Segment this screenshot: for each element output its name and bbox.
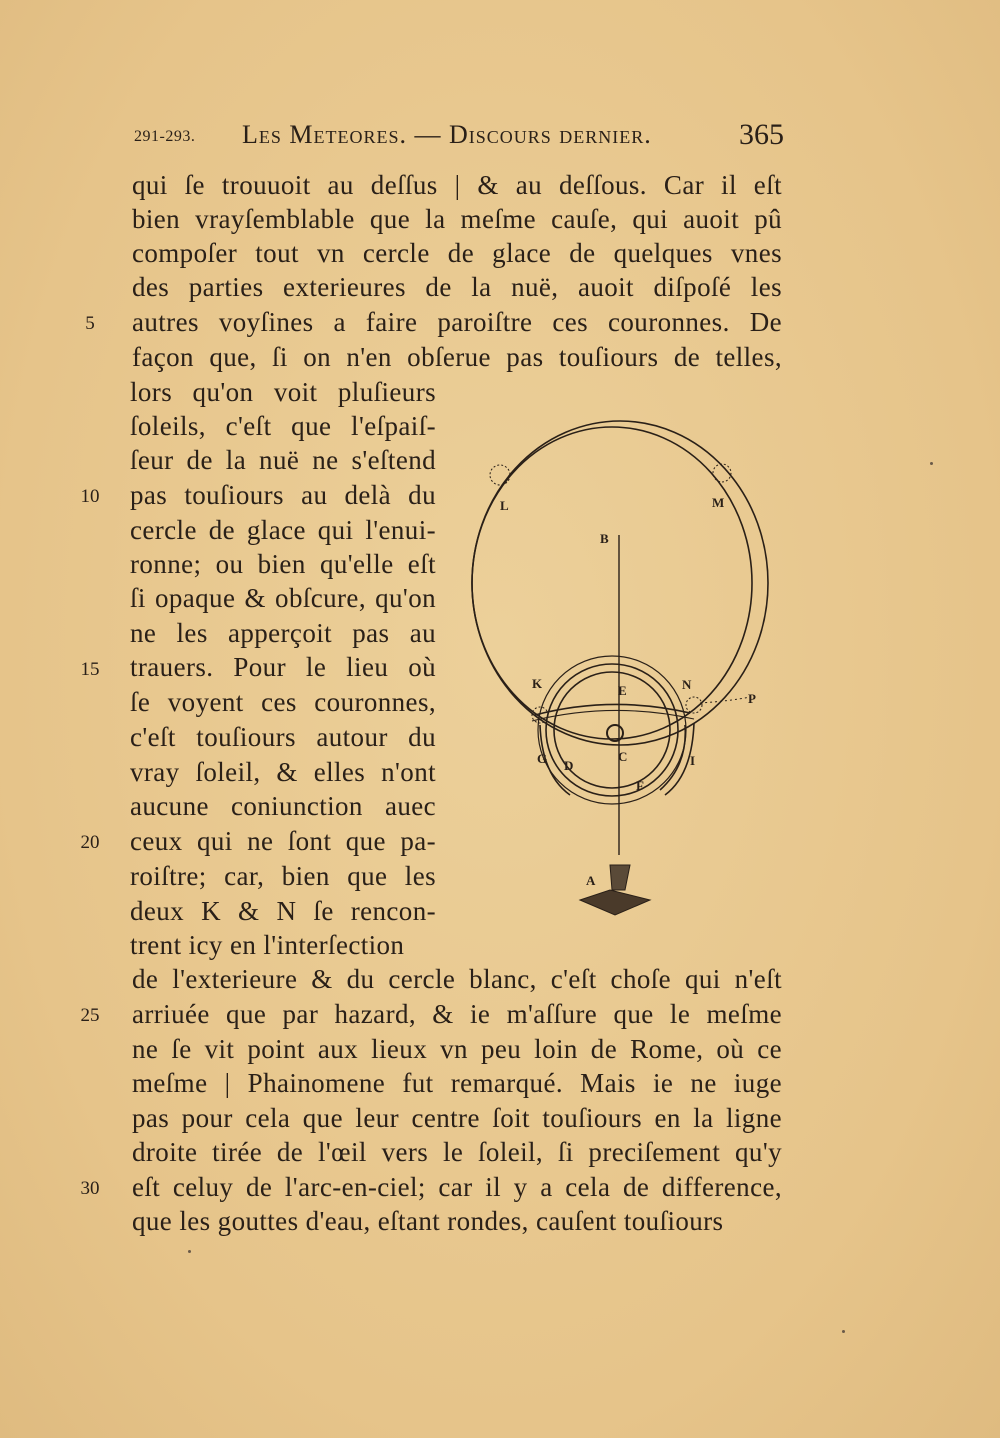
text-line: qui ſe trouuoit au deſſus | & au deſſous. Car il eſt xyxy=(132,170,782,200)
label-g: G xyxy=(537,751,548,766)
parhelia-diagram xyxy=(460,395,800,935)
text-line: pas touſiours au delà du xyxy=(130,480,436,510)
label-a: A xyxy=(586,873,596,888)
label-l: L xyxy=(500,498,509,513)
text-line: trent icy en l'interſection xyxy=(130,930,405,960)
text-line: autres voyſines a faire paroiſtre ces couronnes. De xyxy=(132,307,782,337)
text-line: meſme | Phainomene fut remarqué. Mais ie ne iuge xyxy=(132,1068,782,1098)
label-f: F xyxy=(636,778,644,793)
text-line: ne ſe vit point aux lieux vn peu loin de Rome, où ce xyxy=(132,1034,782,1064)
text-line: façon que, ſi on n'en obſerue pas touſiours de telles, xyxy=(132,342,782,372)
label-c: C xyxy=(618,749,628,764)
text-line: eſt celuy de l'arc-en-ciel; car il y a cela de difference, xyxy=(132,1172,782,1202)
text-line: aucune coniunction auec xyxy=(130,791,436,821)
line-number: 30 xyxy=(80,1178,100,1199)
text-line: compoſer tout vn cercle de glace de quelques vnes xyxy=(132,238,782,268)
section-reference: 291-293. xyxy=(134,128,196,145)
text-line: ſe voyent ces couronnes, xyxy=(130,687,436,717)
text-line: ſoleils, c'eſt que l'eſpaiſ- xyxy=(130,411,436,441)
text-line: deux K & N ſe rencon- xyxy=(130,896,436,926)
label-n: N xyxy=(682,677,692,692)
text-line: lors qu'on voit pluſieurs xyxy=(130,377,436,407)
text-line: bien vrayſemblable que la meſme cauſe, qui auoit pû xyxy=(132,204,782,234)
line-number: 5 xyxy=(85,313,95,334)
label-m: M xyxy=(712,495,725,510)
line-number: 25 xyxy=(80,1005,100,1026)
text-line: droite tirée de l'œil vers le ſoleil, ſi preciſement qu'y xyxy=(132,1137,782,1167)
line-number: 10 xyxy=(80,486,100,507)
text-line: de l'exterieure & du cercle blanc, c'eſt choſe qui n'eſt xyxy=(132,964,782,994)
text-line: ronne; ou bien qu'elle eſt xyxy=(130,549,436,579)
paper-speck xyxy=(842,1330,845,1333)
text-line: ceux qui ne ſont que pa- xyxy=(130,826,436,856)
text-line: c'eſt touſiours autour du xyxy=(130,722,436,752)
text-line: que les gouttes d'eau, eſtant rondes, cauſent touſiours xyxy=(132,1206,724,1236)
text-line: cercle de glace qui l'enui- xyxy=(130,515,436,545)
paper-speck xyxy=(188,1250,191,1253)
text-line: arriuée que par hazard, & ie m'aſſure que le meſme xyxy=(132,999,782,1029)
text-line: ſi opaque & obſcure, qu'on xyxy=(130,583,436,613)
label-b: B xyxy=(600,531,609,546)
running-header xyxy=(134,118,784,154)
text-line: ſeur de la nuë ne s'eſtend xyxy=(130,445,436,475)
label-e: E xyxy=(618,683,627,698)
text-line: des parties exterieures de la nuë, auoit diſpoſé les xyxy=(132,272,782,302)
text-line: trauers. Pour le lieu où xyxy=(130,652,436,682)
label-d: D xyxy=(564,758,574,773)
line-number: 20 xyxy=(80,832,100,853)
line-number: 15 xyxy=(80,659,100,680)
label-i: I xyxy=(690,753,696,768)
text-line: vray ſoleil, & elles n'ont xyxy=(130,757,436,787)
text-line: pas pour cela que leur centre ſoit touſiours en la ligne xyxy=(132,1103,782,1133)
observer-eye xyxy=(580,890,650,915)
text-line: ne les apperçoit pas au xyxy=(130,618,436,648)
label-p: P xyxy=(748,691,756,706)
page-number: 365 xyxy=(739,118,784,151)
outer-ring xyxy=(472,427,752,739)
text-line: roiſtre; car, bien que les xyxy=(130,861,436,891)
running-title: Les Meteores. — Discours dernier. xyxy=(242,120,652,149)
label-k: K xyxy=(532,676,543,691)
paper-speck xyxy=(930,462,933,465)
